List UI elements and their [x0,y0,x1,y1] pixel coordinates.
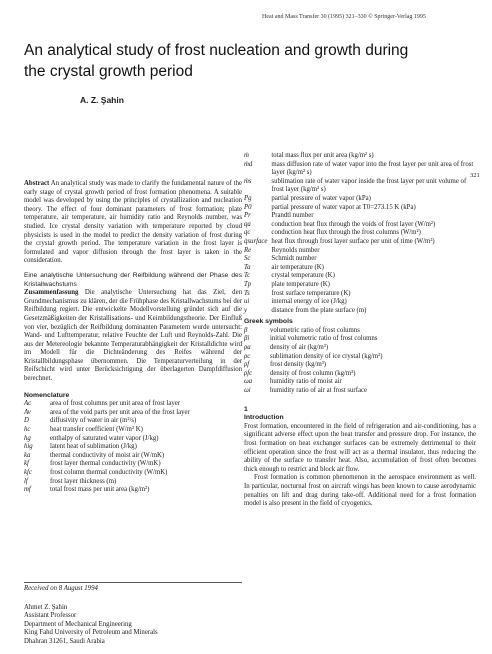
table-row: ṁs sublimation rate of water vapor inside the frost layer per unit volume of frost layer (kg/m³ s) [244,177,467,194]
author: A. Z. Şahin [80,95,124,105]
table-row: D diffusivity of water in air (m²/s) [24,417,137,425]
table-row: ui internal energy of ice (J/kg) [244,298,347,306]
table-row: Ac area of frost columns per unit area of frost layer [24,400,181,408]
paper-title [24,40,464,82]
intro-paragraph-2: Frost formation is common phenomenon in the aerospace environment as well. In particular, nocturnal frost on aircraft wings has been known to cause aerodynamic penalties on lift and drag during take-off. Additional need for a frost formation model is also present in the field of cryogenics. [244,474,476,508]
zusammenfassung-text: Die analytische Untersuchung hat das Ziel, den Grundmechanismus zu klären, der die Frühphase des Kristallwachstums bei der Reifbildung regiert. Die entwickelte Modellvorstellung gründet sich auf die Gesetzmäßigkeiten der Kristallisations- und Keimbildungstheorie. Der Einfluß von vier, bezüglich der Reifbildung dominanten Parametern wurde untersucht: Wand- und Lufttemperatur, relative Feuchte der Luft und Reynolds-Zahl. Die aus der Metereologie bekannte Temperaturabhängigkeit der Kristalldichte wird im Modell für die Dichteänderung des Reifes während der Kristallbildungsphase übernommen. Die Temperaturverteilung in der Reifschicht wird unter Berücksichtigung der überlagerten Dampfdiffusion berechnet. [24,289,242,383]
table-row: y distance from the plate surface (m) [244,306,367,314]
table-row: mf total frost mass per unit area (kg/m²) [24,486,150,494]
table-row: Ta air temperature (K) [244,263,324,271]
nomenclature-table [24,400,190,495]
table-row: hig latent heat of sublimation (J/kg) [24,443,137,451]
table-row: Ts frost surface temperature (K) [244,289,351,297]
section-title: Introduction [244,414,284,422]
table-row: qc conduction heat flux through the frost columns (W/m²) [244,229,421,237]
nomenclature-continued-table [244,152,476,315]
table-row: hg enthalpy of saturated water vapor (J/kg) [24,434,159,442]
zusammenfassung-label: Zusammenfassung [24,289,79,297]
left-column [24,180,242,495]
author-address: Ahmet Z. Şahin Assistant Professor Department of Mechanical Engineering King Fahd University of Petroleum and Minerals Dhahran 31261, Saudi Arabia [24,604,158,645]
abstract-text: An analytical study was made to clarify the fundamental nature of the early stage of crystal growth period of frost formation phenomena. A suitable model was developed by using the principles of crystallization and nucleation theory. The effect of four dominant parameters of frost formation; plate temperature, air temperature, air humidity ratio and Reynolds number, was studied. Ice crystal density variation with temperature reported by cloud physicists is used in the model to predict the density variation of frost during the crystal growth period. The temperature variation in the frost layer is formulated and vapor diffusion through the frost layer is taken in the consideration. [24,180,242,265]
table-row: Av area of the void parts per unit area of the frost layer [24,408,190,416]
table-row: kfc frost column thermal conductivity (W/mK) [24,469,168,476]
title-line-1: An analytical study of frost nucleation and growth during [24,42,409,59]
table-row: β volumetric ratio of frost columns [244,326,360,334]
table-row: ωa humidity ratio of moist air [244,378,342,386]
table-row: q̇surface heat flux through frost layer surface per unit of time (W/m²) [244,237,435,245]
table-row: Re Reynolds number [244,246,320,254]
table-row: ρf frost density (kg/m³) [244,361,327,369]
table-row: ρc sublimation density of ice crystal (kg/m³) [244,352,383,360]
table-row: ρfc density of frost column (kg/m³) [244,369,356,377]
table-row: kf frost layer thermal conductivity (W/mK) [24,460,161,468]
greek-symbols-table [244,327,382,396]
page-number: 321 [470,172,480,179]
table-row: lf frost layer thickness (m) [24,477,117,485]
zusammenfassung [24,289,242,384]
received-date: Received on 8 August 1994 [24,585,98,592]
intro-paragraph-1: Frost formation, encountered in the field of refrigeration and air-conditioning, has a significant adverse effect upon the heat transfer and pressure drop. For instance, the frost formation on heat exchanger surfaces can be extremely detrimental to their efficient operation since the frost will act as a thermal insulator, thus reducing the ability of the surface to transfer heat. Also, accumulation of frost often becomes thick enough to restrict and block air flow. [244,422,476,473]
greek-symbols-title: Greek symbols [244,318,293,326]
table-row: ṁd mass diffusion rate of water vapor into the frost layer per unit area of frost layer (kg/m² s) [244,160,474,177]
table-row: ωi humidity ratio of air at frost surface [244,387,368,395]
title-line-2: the crystal growth period [24,63,193,80]
table-row: Tc crystal temperature (K) [244,272,335,280]
table-row: Pg partial pressure of water vapor (kPa) [244,194,371,202]
right-column [244,152,476,509]
table-row: ṁ total mass flux per unit area (kg/m² s) [244,152,374,159]
section-number: 1 [244,405,248,413]
table-row: P0 partial pressure of water vapor at T0=273.15 K (kPa) [244,203,416,211]
table-row: βi initial volumetric ratio of frost columns [244,335,378,343]
abstract [24,180,242,266]
nomenclature-title: Nomenclature [24,391,70,399]
table-row: Sc Schmidt number [244,255,317,263]
table-row: Tp plate temperature (K) [244,280,330,288]
journal-header: Heat and Mass Transfer 30 (1995) 321–330 © Springer-Verlag 1995 [262,14,426,20]
table-row: hc heat transfer coefficient (W/m² K) [24,426,143,434]
footnote-divider [24,582,242,583]
table-row: Pr Prandtl number [244,212,314,220]
table-row: ka thermal conductivity of moist air (W/mK) [24,451,165,459]
abstract-label: Abstract [24,180,50,187]
table-row: ρa density of air (kg/m³) [244,344,329,352]
german-title: Eine analytische Untersuchung der Reifbildung während der Phase des Kristallwachstums [24,271,242,288]
table-row: qa conduction heat flux through the voids of frost layer (W/m²) [244,220,436,228]
